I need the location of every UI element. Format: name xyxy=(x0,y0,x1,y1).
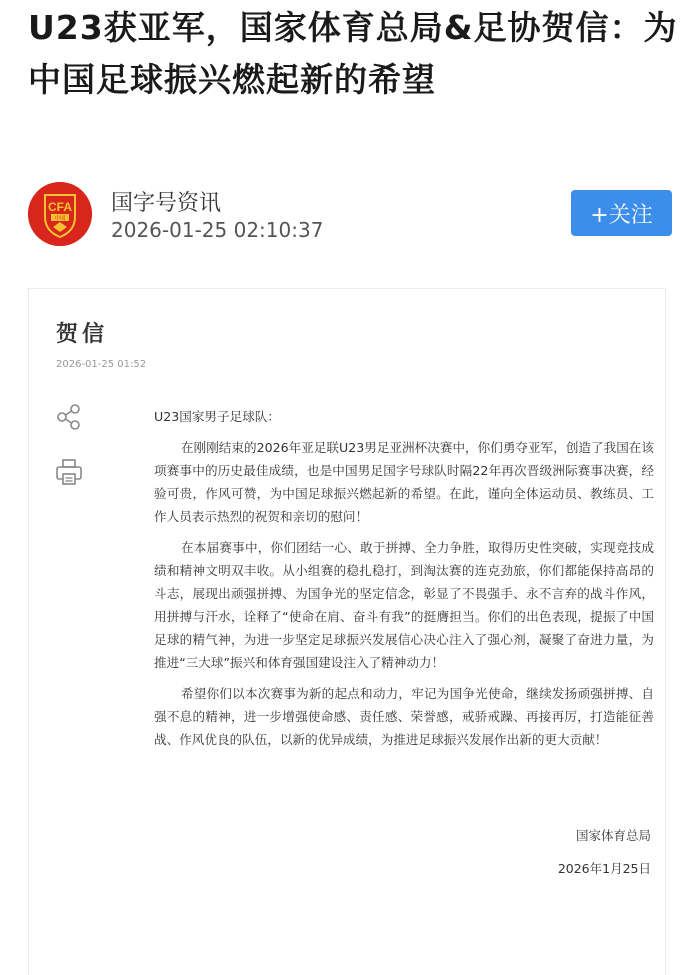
letter-paragraph: 在本届赛事中，你们团结一心、敢于拼搏、全力争胜，取得历史性突破，实现竞技成绩和精神文明双丰收。从小组赛的稳扎稳打，到淘汰赛的连克劲旅，你们都能保持高昂的斗志，展现出顽强拼搏、为国争光的坚定信念，彰显了不畏强手、永不言弃的战斗作风，用拼搏与汗水，诠释了“使命在肩、奋斗有我”的挺膺担当。你们的出色表现，提振了中国足球的精气神，为进一步坚定足球振兴发展信心决心注入了强心剂，凝聚了奋进力量，为推进“三大球”振兴和体育强国建设注入了精神动力！ xyxy=(154,540,654,670)
cfa-logo xyxy=(28,182,92,246)
letter-paragraph: 在刚刚结束的2026年亚足联U23男足亚洲杯决赛中，你们勇夺亚军，创造了我国在该项赛事中的历史最佳成绩，也是中国男足国字号球队时隔22年再次晋级洲际赛事决赛，经验可贵，作风可赞，为中国足球振兴燃起新的希望。在此，谨向全体运动员、教练员、工作人员表示热烈的祝贺和亲切的慰问！ xyxy=(154,440,654,524)
letter-card xyxy=(28,288,666,975)
letter-salutation: U23国家男子足球队： xyxy=(154,409,280,424)
letter-paragraph: 希望你们以本次赛事为新的起点和动力，牢记为国争光使命，继续发扬顽强拼搏、自强不息的精神，进一步增强使命感、责任感、荣誉感，戒骄戒躁、再接再厉，打造能征善战、作风优良的队伍，以新的优异成绩，为推进足球振兴发展作出新的更大贡献！ xyxy=(154,686,654,747)
logo-text: CFA xyxy=(48,200,72,214)
print-icon[interactable] xyxy=(54,457,84,487)
letter-sign-date: 2026年1月25日 xyxy=(557,861,651,876)
article-headline: U23获亚军，国家体育总局&足协贺信：为中国足球振兴燃起新的希望 xyxy=(28,8,678,99)
share-icon[interactable] xyxy=(54,402,84,432)
letter-signature: 国家体育总局 xyxy=(575,828,651,843)
logo-subtext: 中国 xyxy=(54,216,66,223)
publish-time: 2026-01-25 02:10:37 xyxy=(111,218,324,242)
doc-date: 2026-01-25 01:52 xyxy=(56,359,147,370)
letter-body xyxy=(154,407,654,759)
author-name[interactable]: 国字号资讯 xyxy=(111,191,222,216)
follow-button[interactable]: +关注 xyxy=(571,190,672,236)
author-bar xyxy=(28,182,676,246)
avatar[interactable] xyxy=(28,182,92,246)
doc-title: 贺信 xyxy=(56,322,109,347)
